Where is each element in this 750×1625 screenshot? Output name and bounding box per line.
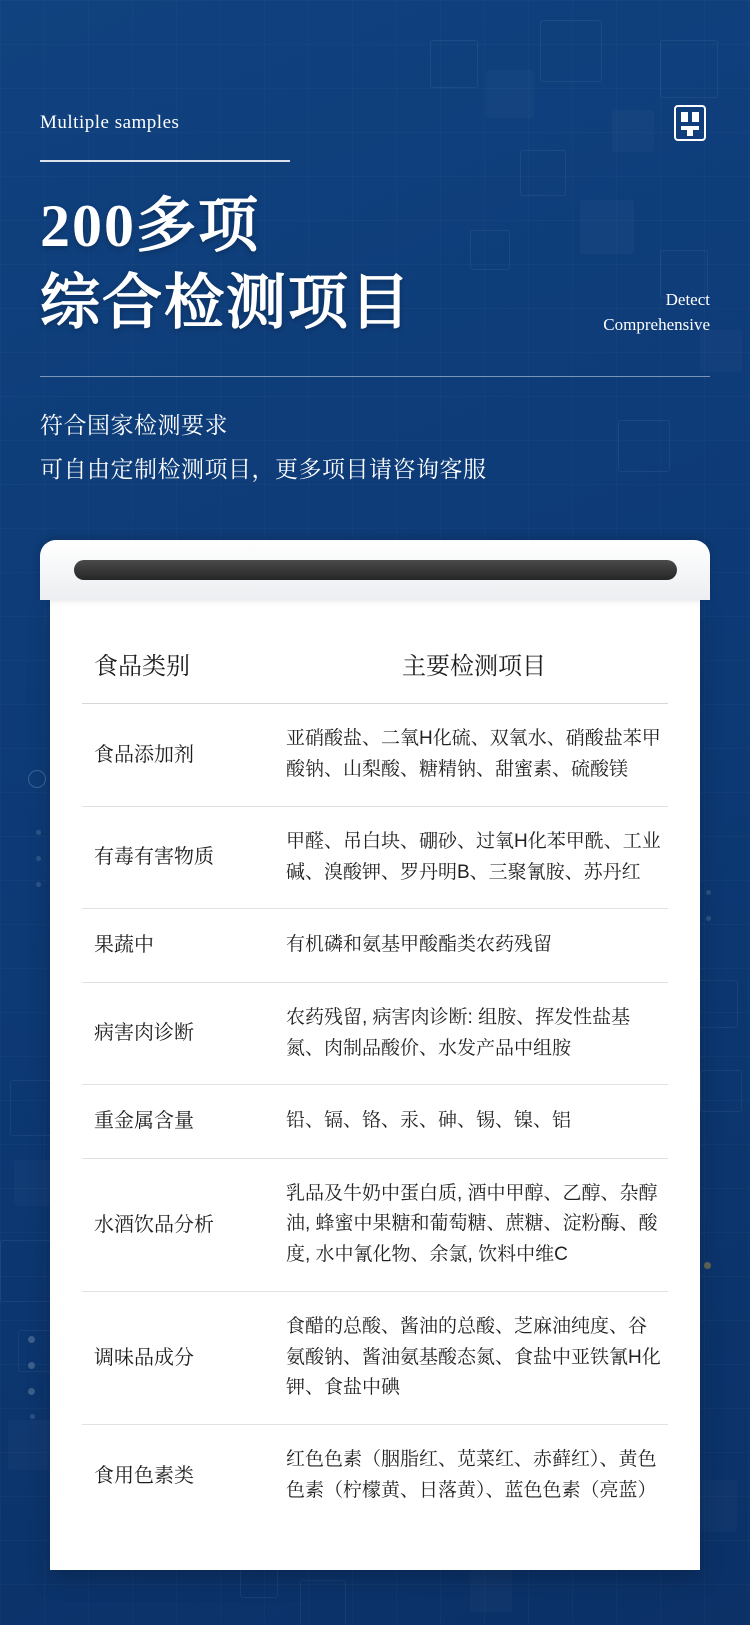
page-title-line1: 200多项 bbox=[40, 193, 260, 259]
eyebrow-text: Multiple samples bbox=[40, 112, 180, 133]
brand-monogram-icon bbox=[674, 105, 706, 141]
row-category: 调味品成分 bbox=[82, 1291, 280, 1424]
row-category: 有毒有害物质 bbox=[82, 806, 280, 909]
row-category: 食用色素类 bbox=[94, 1464, 194, 1487]
row-category: 食品添加剂 bbox=[82, 704, 280, 807]
row-category: 病害肉诊断 bbox=[82, 982, 280, 1085]
row-items: 有机磷和氨基甲酸酯类农药残留 bbox=[280, 909, 668, 982]
subtitle-line2: 可自由定制检测项目，更多项目请咨询客服 bbox=[40, 456, 487, 483]
table-row bbox=[82, 704, 668, 807]
subtitle-line1: 符合国家检测要求 bbox=[40, 411, 228, 438]
table-header-row bbox=[82, 630, 668, 704]
row-items: 甲醛、吊白块、硼砂、过氧H化苯甲酰、工业碱、溴酸钾、罗丹明B、三聚氰胺、苏丹红 bbox=[280, 806, 668, 909]
subtitle-block bbox=[0, 377, 750, 493]
table-header-category: 食品类别 bbox=[82, 630, 280, 704]
spec-card bbox=[40, 540, 710, 1570]
side-english-label bbox=[603, 288, 710, 337]
table-row bbox=[82, 1085, 668, 1158]
eyebrow-divider bbox=[40, 160, 290, 162]
card-top-bar bbox=[74, 560, 677, 580]
table-row bbox=[82, 1158, 668, 1291]
row-items: 食醋的总酸、酱油的总酸、芝麻油纯度、谷氨酸钠、酱油氨基酸态氮、食盐中亚铁氰H化钾、食盐中碘 bbox=[280, 1291, 668, 1424]
table-row bbox=[82, 1425, 668, 1527]
row-items: 亚硝酸盐、二氧H化硫、双氧水、硝酸盐苯甲酸钠、山梨酸、糖精钠、甜蜜素、硫酸镁 bbox=[280, 704, 668, 807]
row-category: 重金属含量 bbox=[82, 1085, 280, 1158]
row-items: 铅、镉、铬、汞、砷、锡、镍、铝 bbox=[280, 1085, 668, 1158]
table-row bbox=[82, 909, 668, 982]
card-body bbox=[50, 600, 700, 1570]
row-items: 红色色素（胭脂红、苋菜红、赤藓红）、黄色色素（柠檬黄、日落黄）、蓝色色素（亮蓝） bbox=[286, 1449, 657, 1502]
side-english-line2: Comprehensive bbox=[603, 314, 710, 334]
table-row bbox=[82, 806, 668, 909]
card-top-bezel bbox=[40, 540, 710, 600]
detection-items-table bbox=[82, 630, 668, 1527]
page-header bbox=[0, 0, 750, 342]
table-row bbox=[82, 1291, 668, 1424]
row-items: 农药残留, 病害肉诊断: 组胺、挥发性盐基氮、肉制品酸价、水发产品中组胺 bbox=[280, 982, 668, 1085]
side-english-line1: Detect bbox=[665, 290, 710, 309]
row-category: 果蔬中 bbox=[82, 909, 280, 982]
table-header-items: 主要检测项目 bbox=[280, 630, 668, 704]
row-category: 水酒饮品分析 bbox=[82, 1158, 280, 1291]
row-items: 乳品及牛奶中蛋白质, 酒中甲醇、乙醇、杂醇油, 蜂蜜中果糖和葡萄糖、蔗糖、淀粉酶、酸度, 水中氰化物、余氯, 饮料中维C bbox=[280, 1158, 668, 1291]
page-title-line2: 综合检测项目 bbox=[40, 269, 412, 336]
table-row bbox=[82, 982, 668, 1085]
